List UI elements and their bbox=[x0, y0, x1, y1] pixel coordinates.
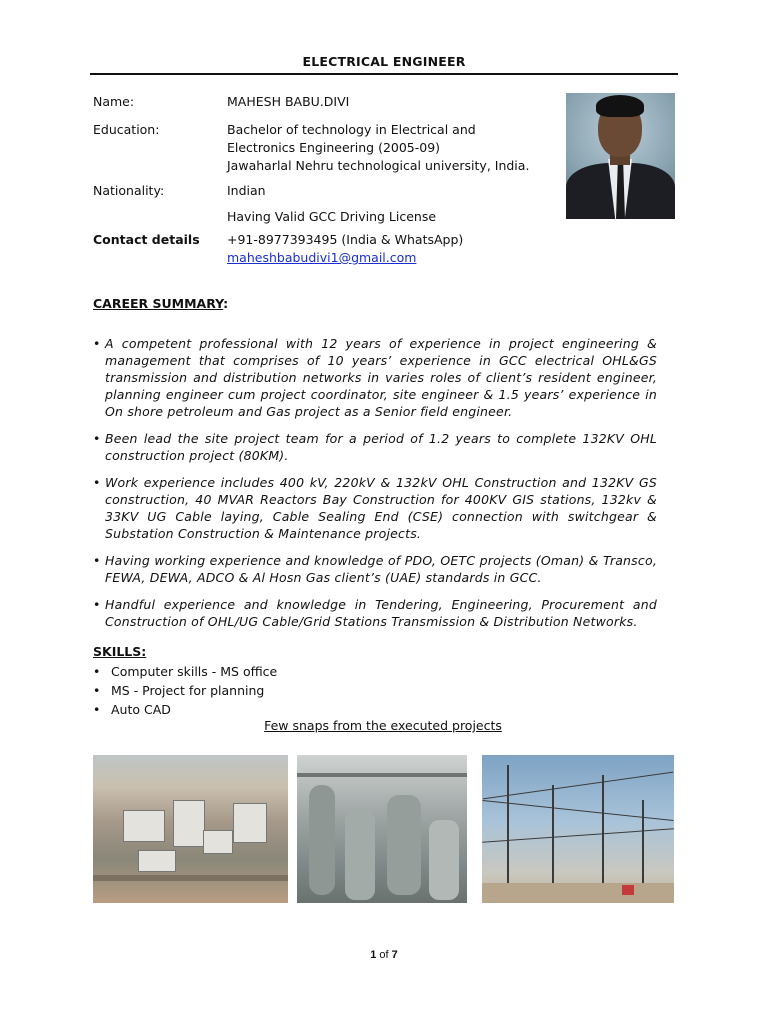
career-summary-title: CAREER SUMMARY bbox=[93, 296, 224, 311]
skill-item: • Computer skills - MS office bbox=[93, 662, 277, 681]
career-bullet: • A competent professional with 12 years of experience in project engineering & management that comprises of 10 years’ experience in GCC electrical OHL&GS transmission and distribution networks in varies roles of client’s resident engineer, planning engineer cum project coordinator, site engineer & 1.5 years’ experience in On shore petroleum and Gas project as a Senior field engineer. bbox=[93, 335, 657, 420]
profile-photo bbox=[566, 93, 675, 219]
career-summary-colon: : bbox=[223, 296, 229, 311]
page-total: 7 bbox=[391, 949, 398, 961]
career-bullet: • Work experience includes 400 kV, 220kV & 132kV OHL Construction and 132KV GS construction, 40 MVAR Reactors Bay Construction for 400KV GIS stations, 132kv & 33KV UG Cable laying, Cable Sealing End (CSE) connection with switchgear & Substation Construction & Maintenance projects. bbox=[93, 474, 657, 542]
name-label: Name: bbox=[93, 94, 135, 109]
career-summary-heading bbox=[93, 296, 228, 311]
career-bullet: • Having working experience and knowledge of PDO, OETC projects (Oman) & Transco, FEWA, DEWA, ADCO & Al Hosn Gas client’s (UAE) standards in GCC. bbox=[93, 552, 657, 586]
email-link[interactable]: maheshbabudivi1@gmail.com bbox=[227, 250, 417, 265]
page-title: ELECTRICAL ENGINEER bbox=[302, 54, 466, 69]
driving-license-text: Having Valid GCC Driving License bbox=[227, 209, 437, 224]
skill-item: • MS - Project for planning bbox=[93, 681, 277, 700]
title-divider bbox=[90, 73, 678, 75]
education-line: Electronics Engineering (2005-09) bbox=[227, 140, 441, 155]
skills-heading bbox=[93, 644, 146, 659]
project-photo-transmission-towers bbox=[482, 755, 674, 903]
education-label: Education: bbox=[93, 122, 160, 137]
phone-number: +91-8977393495 (India & WhatsApp) bbox=[227, 232, 464, 247]
career-summary-list bbox=[93, 335, 657, 640]
contact-value bbox=[227, 231, 557, 267]
page-of: of bbox=[379, 949, 389, 961]
project-photo-gis-switchgear bbox=[297, 755, 467, 903]
education-line: Bachelor of technology in Electrical and bbox=[227, 122, 476, 137]
skills-list bbox=[93, 662, 277, 719]
page-current: 1 bbox=[370, 949, 377, 961]
education-line: Jawaharlal Nehru technological university, India. bbox=[227, 158, 530, 173]
page-number bbox=[0, 949, 768, 961]
snaps-caption: Few snaps from the executed projects bbox=[264, 718, 502, 733]
career-bullet: • Been lead the site project team for a period of 1.2 years to complete 132KV OHL construction project (80KM). bbox=[93, 430, 657, 464]
contact-label: Contact details bbox=[93, 232, 200, 247]
education-value bbox=[227, 121, 557, 175]
skills-title: SKILLS: bbox=[93, 644, 147, 659]
nationality-label: Nationality: bbox=[93, 183, 165, 198]
project-photo-substation-site bbox=[93, 755, 288, 903]
name-value: MAHESH BABU.DIVI bbox=[227, 94, 350, 109]
career-bullet: • Handful experience and knowledge in Tendering, Engineering, Procurement and Construction of OHL/UG Cable/Grid Stations Transmission & Distribution Networks. bbox=[93, 596, 657, 630]
skill-item: • Auto CAD bbox=[93, 700, 277, 719]
nationality-value: Indian bbox=[227, 183, 266, 198]
